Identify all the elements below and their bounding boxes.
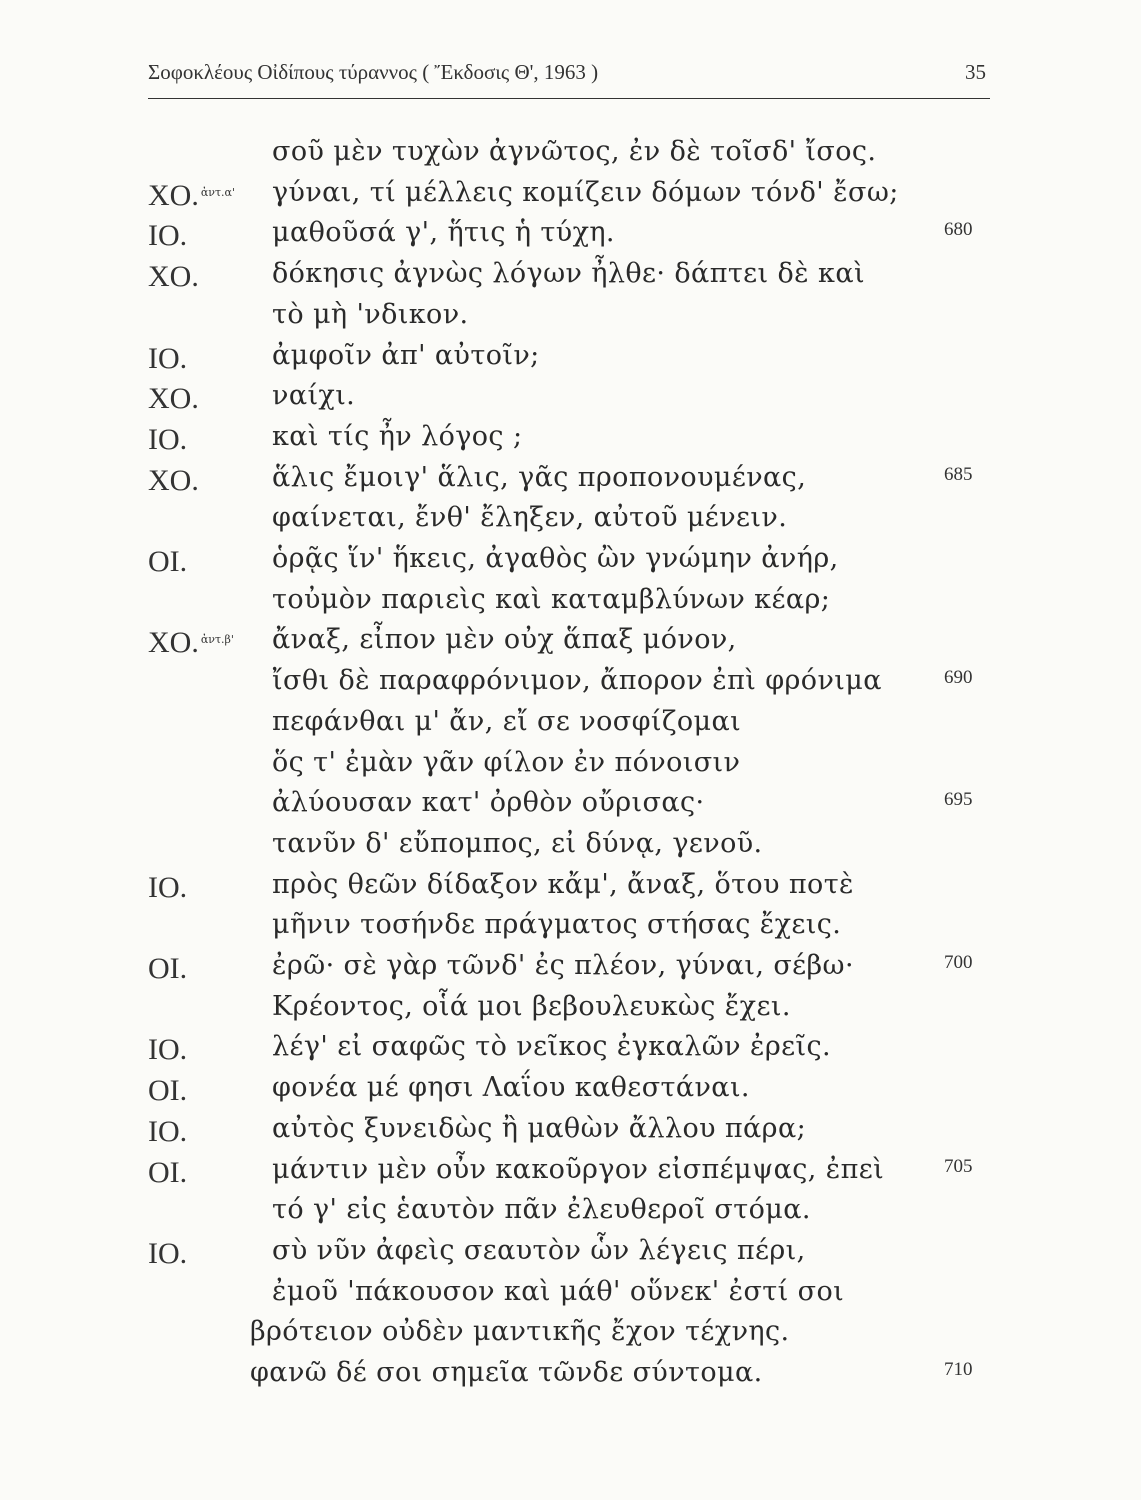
- verse-text: ἐρῶ· σὲ γὰρ τῶνδ' ἐς πλέον, γύναι, σέβω·: [272, 950, 854, 981]
- line-number: 695: [944, 789, 973, 811]
- verse-text: Κρέοντος, οἷά μοι βεβουλευκὼς ἔχει.: [272, 990, 791, 1022]
- verse-text: ἀμφοῖν ἀπ' αὐτοῖν;: [272, 339, 540, 371]
- line-number: 705: [944, 1155, 973, 1177]
- verse-line: [0, 905, 1141, 945]
- speaker-label: [148, 336, 189, 379]
- speaker-label: [148, 295, 150, 338]
- speaker-label: [148, 580, 150, 623]
- speaker-label: [148, 132, 150, 175]
- speaker-label: [148, 417, 189, 460]
- verse-line: [0, 1150, 1141, 1190]
- speaker-label: [148, 661, 150, 704]
- verse-line: [0, 213, 1141, 253]
- verse-text: τανῦν δ' εὔπομπος, εἰ δύνᾳ, γενοῦ.: [272, 827, 763, 859]
- speaker-name: ΙΟ.: [148, 422, 188, 456]
- verse-line: [0, 1068, 1141, 1108]
- verse-text: πεφάνθαι μ' ἄν, εἴ σε νοσφίζομαι: [272, 705, 742, 737]
- verse-line: [0, 1109, 1141, 1149]
- speaker-label: [148, 458, 201, 501]
- verse-text: αὐτὸς ξυνειδὼς ἢ μαθὼν ἄλλου πάρα;: [272, 1112, 807, 1144]
- verse-line: [0, 865, 1141, 905]
- line-number: 690: [944, 667, 973, 689]
- verse-line: [0, 417, 1141, 457]
- speaker-label: [148, 376, 201, 419]
- verse-text: ἐμοῦ 'πάκουσον καὶ μάθ' οὕνεκ' ἐστί σοι: [272, 1275, 845, 1307]
- verse-line: [0, 702, 1141, 742]
- speaker-label: [148, 783, 150, 826]
- verse-line: [0, 1231, 1141, 1271]
- verse-line: [0, 498, 1141, 538]
- verse-line: [0, 580, 1141, 620]
- verse-text: πρὸς θεῶν δίδαξον κἄμ', ἄναξ, ὅτου ποτὲ: [272, 868, 854, 900]
- speaker-name: ΧΟ.: [148, 463, 199, 497]
- verse-line: [0, 783, 1141, 823]
- verse-line: [0, 620, 1141, 660]
- header-title: Σοφοκλέους Οἰδίπους τύραννος ( Ἔκδοσις Θ', 1963 ): [148, 60, 599, 84]
- speaker-label: [148, 1150, 189, 1193]
- speaker-name: ΟΙ.: [148, 545, 188, 578]
- verse-line: [0, 132, 1141, 172]
- speaker-label: [148, 1353, 150, 1396]
- speaker-name: ΙΟ.: [148, 341, 188, 375]
- verse-text: μάντιν μὲν οὖν κακοῦργον εἰσπέμψας, ἐπεὶ: [272, 1153, 885, 1185]
- strophe-marker: ἀντ.β': [200, 633, 234, 647]
- speaker-name: ΙΟ.: [148, 1236, 188, 1270]
- verse-line: [0, 743, 1141, 783]
- speaker-name: ΙΟ.: [148, 219, 188, 253]
- verse-text: γύναι, τί μέλλεις κομίζειν δόμων τόνδ' ἔσω;: [272, 176, 899, 208]
- strophe-marker: ἀντ.α': [200, 185, 235, 199]
- speaker-name: ΙΟ.: [148, 870, 188, 904]
- speaker-label: [148, 498, 150, 541]
- verse-text: μαθοῦσά γ', ἥτις ἡ τύχη.: [272, 217, 615, 249]
- verse-text: βρότειον οὐδὲν μαντικῆς ἔχον τέχνης.: [250, 1316, 790, 1348]
- speaker-label: [148, 987, 150, 1030]
- speaker-label: [148, 865, 189, 908]
- verse-line: [0, 946, 1141, 986]
- verse-text: τὸ μὴ 'νδικον.: [272, 298, 469, 330]
- verse-text: σὺ νῦν ἀφεὶς σεαυτὸν ὧν λέγεις πέρι,: [272, 1234, 806, 1266]
- verse-text: σοῦ μὲν τυχὼν ἀγνῶτος, ἐν δὲ τοῖσδ' ἴσος.: [272, 136, 877, 167]
- speaker-label: [148, 254, 201, 297]
- verse-line: [0, 661, 1141, 701]
- verse-line: [0, 376, 1141, 416]
- running-header: [148, 60, 990, 99]
- line-number: 700: [944, 952, 973, 973]
- verse-text: ἄναξ, εἶπον μὲν οὐχ ἅπαξ μόνον,: [272, 624, 737, 656]
- speaker-label: [148, 1231, 189, 1274]
- verse-text: ναίχι.: [272, 380, 356, 412]
- speaker-label: [148, 1027, 189, 1070]
- verse-text: φανῶ δέ σοι σημεῖα τῶνδε σύντομα.: [250, 1357, 763, 1388]
- speaker-name: ΧΟ.: [148, 626, 199, 660]
- speaker-label: [148, 1109, 189, 1152]
- speaker-name: ΙΟ.: [148, 1114, 188, 1148]
- speaker-name: ΟΙ.: [148, 1074, 188, 1108]
- verse-text: λέγ' εἰ σαφῶς τὸ νεῖκος ἐγκαλῶν ἐρεῖς.: [272, 1031, 831, 1063]
- speaker-name: ΙΟ.: [148, 1033, 188, 1067]
- verse-line: [0, 1190, 1141, 1230]
- verse-text: φονέα μέ φησι Λαΐου καθεστάναι.: [272, 1072, 750, 1104]
- speaker-label: [148, 1068, 189, 1111]
- speaker-label: [148, 743, 150, 786]
- verse-text: τοὐμὸν παριεὶς καὶ καταμβλύνων κέαρ;: [272, 583, 831, 615]
- verse-line: [0, 539, 1141, 579]
- speaker-label: [148, 539, 189, 582]
- speaker-label: [148, 946, 189, 989]
- speaker-name: ΧΟ.: [148, 382, 199, 416]
- line-number: 680: [944, 219, 973, 241]
- line-number: 710: [944, 1359, 973, 1380]
- page-number: 35: [965, 60, 986, 84]
- line-number: 685: [944, 463, 973, 485]
- speaker-name: ΧΟ.: [148, 178, 199, 212]
- verse-line: [0, 173, 1141, 213]
- speaker-label: [148, 1272, 150, 1315]
- speaker-label: [148, 1190, 150, 1233]
- verse-line: [0, 458, 1141, 498]
- verse-text: ἀλύουσαν κατ' ὀρθὸν οὔρισας·: [272, 787, 705, 819]
- verse-text: ἅλις ἔμοιγ' ἅλις, γᾶς προπονουμένας,: [272, 461, 807, 493]
- speaker-label: [148, 1312, 150, 1355]
- verse-line: [0, 824, 1141, 864]
- speaker-name: ΧΟ.: [148, 260, 199, 294]
- verse-line: [0, 1312, 1141, 1352]
- verse-text: ὁρᾷς ἵν' ἥκεις, ἀγαθὸς ὢν γνώμην ἀνήρ,: [272, 543, 839, 574]
- speaker-label: [148, 702, 150, 745]
- speaker-label: [148, 824, 150, 867]
- verse-line: [0, 254, 1141, 294]
- verse-text: ἴσθι δὲ παραφρόνιμον, ἄπορον ἐπὶ φρόνιμα: [272, 665, 882, 697]
- verse-text: φαίνεται, ἔνθ' ἔληξεν, αὐτοῦ μένειν.: [272, 502, 788, 534]
- speaker-label: [148, 173, 235, 216]
- verse-text: δόκησις ἀγνὼς λόγων ἦλθε· δάπτει δὲ καὶ: [272, 258, 865, 290]
- verse-text: μῆνιν τοσήνδε πράγματος στήσας ἔχεις.: [272, 909, 842, 941]
- verse-line: [0, 1272, 1141, 1312]
- speaker-name: ΟΙ.: [148, 952, 188, 985]
- verse-text: καὶ τίς ἦν λόγος ;: [272, 420, 523, 452]
- verse-line: [0, 1027, 1141, 1067]
- verse-line: [0, 336, 1141, 376]
- verse-line: [0, 1353, 1141, 1393]
- verse-line: [0, 295, 1141, 335]
- verse-text: τό γ' εἰς ἑαυτὸν πᾶν ἐλευθεροῖ στόμα.: [272, 1194, 811, 1226]
- speaker-name: ΟΙ.: [148, 1155, 188, 1189]
- verse-line: [0, 987, 1141, 1027]
- speaker-label: [148, 213, 189, 256]
- verse-text: ὅς τ' ἐμὰν γᾶν φίλον ἐν πόνοισιν: [272, 746, 741, 778]
- speaker-label: [148, 620, 234, 663]
- speaker-label: [148, 905, 150, 948]
